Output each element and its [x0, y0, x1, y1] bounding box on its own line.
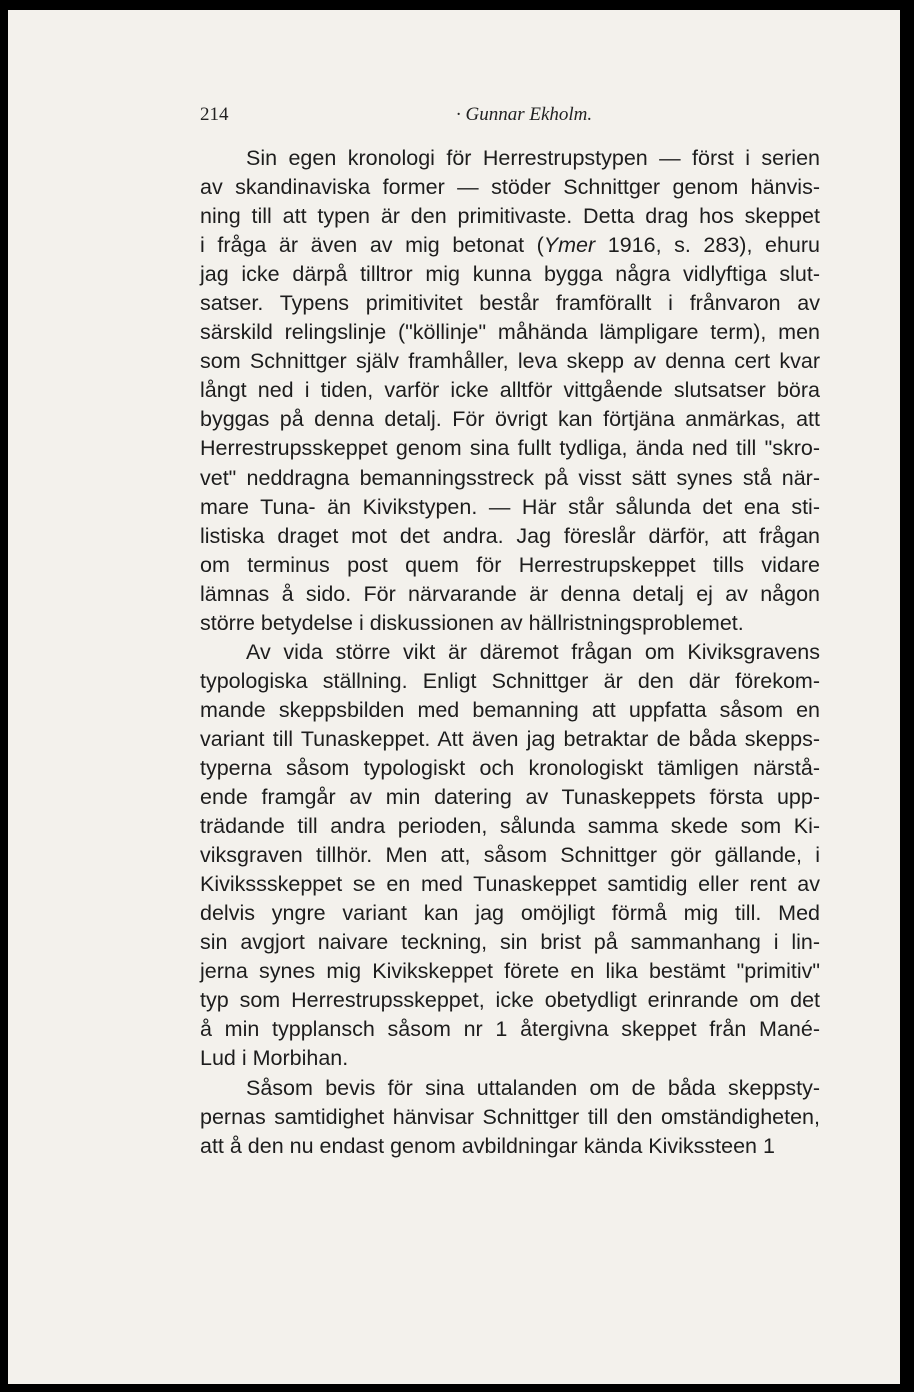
text-line: vet" neddragna bemanningsstreck på visst sätt synes stå när-	[200, 465, 820, 490]
text-line: mare Tuna- än Kivikstypen. — Här står sålunda det ena sti-	[200, 494, 820, 519]
text-line: ende framgår av min datering av Tunaskeppets första upp-	[200, 785, 820, 810]
text-line: ning till att typen är den primitivaste. Detta drag hos skeppet	[200, 204, 820, 229]
text-line: viksgraven tillhör. Men att, såsom Schnittger gör gällande, i	[200, 843, 820, 868]
journal-title: Ymer	[543, 233, 596, 258]
text-line: Sin egen kronologi för Herrestrupstypen — först i serien	[246, 146, 820, 170]
text-line: om terminus post quem för Herrestrupskeppet tills vidare	[200, 552, 820, 577]
text-line: variant till Tunaskeppet. Att även jag betraktar de båda skepps-	[200, 726, 820, 751]
paragraph	[200, 1074, 820, 1161]
text-line: Såsom bevis för sina uttalanden om de båda skeppsty-	[246, 1075, 820, 1100]
text-line: större betydelse i diskussionen av hällristningsproblemet.	[200, 610, 744, 635]
text-line: jerna synes mig Kivikskeppet förete en lika bestämt "primitiv"	[200, 959, 820, 984]
text-line: som Schnittger själv framhåller, leva skepp av denna cert kvar	[200, 349, 820, 374]
text-line: i fråga är även av mig betonat (Ymer 1916, s. 283), ehuru	[200, 233, 820, 258]
text-line: typ som Herrestrupsskeppet, icke obetydligt erinrande om det	[200, 988, 820, 1013]
text-line: Av vida större vikt är däremot frågan om Kiviksgravens	[246, 639, 820, 664]
body-text	[200, 144, 820, 1161]
text-line: Lud i Morbihan.	[200, 1046, 349, 1071]
text-line: delvis yngre variant kan jag omöjligt förmå mig till. Med	[200, 901, 820, 926]
page-header	[200, 96, 820, 130]
text-line: särskild relingslinje ("köllinje" måhända lämpligare term), men	[200, 320, 820, 345]
text-line: typerna såsom typologiskt och kronologiskt tämligen närstå-	[200, 755, 820, 780]
text-line: att å den nu endast genom avbildningar kända Kivikssteen 1	[200, 1133, 775, 1158]
text-line: listiska draget mot det andra. Jag föreslår därför, att frågan	[200, 523, 820, 548]
paragraph	[200, 638, 820, 1074]
text-line: Herrestrupsskeppet genom sina fullt tydliga, ända ned till "skro-	[200, 436, 820, 461]
text-line: typologiska ställning. Enligt Schnittger är den där förekom-	[200, 668, 820, 693]
paragraph	[200, 144, 820, 638]
text-line: lämnas å sido. För närvarande är denna detalj ej av någon	[200, 581, 820, 606]
text-line: byggas på denna detalj. För övrigt kan förtjäna anmärkas, att	[200, 407, 820, 432]
text-line: sin avgjort naivare teckning, sin brist på sammanhang i lin-	[200, 930, 820, 955]
running-head-author: · Gunnar Ekholm.	[456, 104, 593, 125]
text-line: mande skeppsbilden med bemanning att uppfatta såsom en	[200, 697, 820, 722]
page-number: 214	[200, 104, 229, 125]
text-line: pernas samtidighet hänvisar Schnittger till den omständigheten,	[200, 1104, 820, 1129]
text-line: jag icke därpå tilltror mig kunna bygga några vidlyftiga slut-	[200, 262, 820, 287]
text-line: Kivikssskeppet se en med Tunaskeppet samtidig eller rent av	[200, 872, 820, 897]
text-line: av skandinaviska former — stöder Schnittger genom hänvis-	[200, 175, 820, 200]
text-line: satser. Typens primitivitet består framförallt i frånvaron av	[200, 291, 820, 316]
text-line: å min typplansch såsom nr 1 återgivna skeppet från Mané-	[200, 1017, 820, 1042]
text-line: trädande till andra perioden, sålunda samma skede som Ki-	[200, 814, 820, 839]
text-line: långt ned i tiden, varför icke alltför vittgående slutsatser böra	[200, 378, 820, 403]
